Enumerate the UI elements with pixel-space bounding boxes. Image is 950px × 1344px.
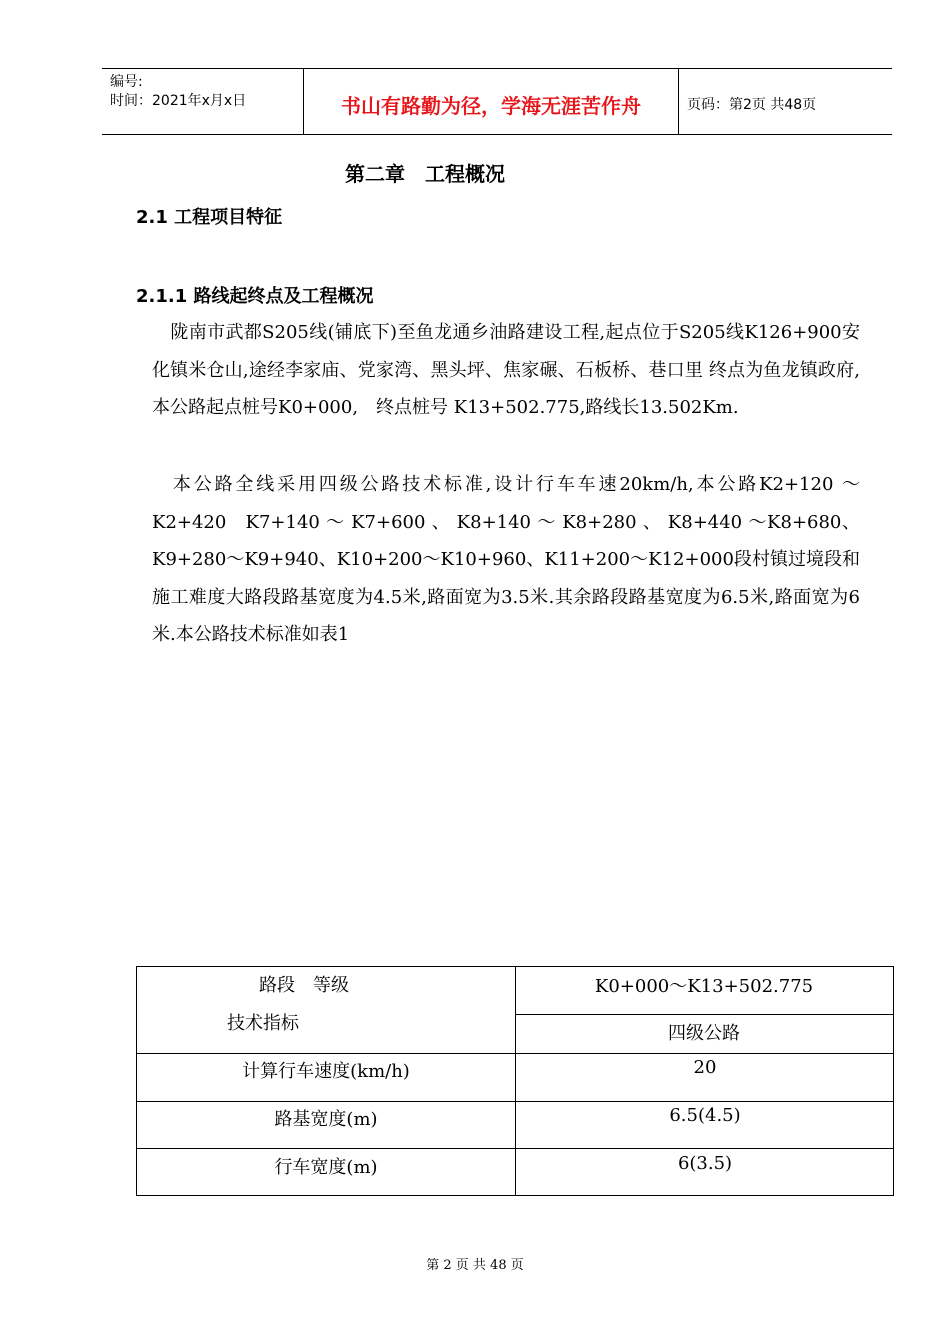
table-row-value: 6.5(4.5) [669, 1105, 741, 1126]
table-row-value: 6(3.5) [677, 1153, 733, 1174]
paragraph-2 [152, 466, 860, 654]
table-row-label: 路基宽度(m) [274, 1109, 378, 1130]
table-row-label: 行车宽度(m) [274, 1157, 378, 1178]
header-motto: 书山有路勤为径，学海无涯苦作舟 [304, 69, 679, 134]
page-footer: 第 2 页 共 48 页 [426, 1258, 524, 1273]
header-meta [102, 69, 304, 134]
time-label: 时间：2021年x月x日 [110, 93, 247, 109]
table-header-section: K0+000～K13+502.775 [594, 976, 814, 997]
table-row-value: 20 [693, 1057, 717, 1078]
table-header-top-left: 路段 等级 [259, 975, 349, 996]
table-header-bottom-left: 技术指标 [227, 1013, 299, 1034]
page-header [102, 68, 892, 135]
number-label: 编号: [110, 74, 143, 90]
subsection-heading: 2.1.1 路线起终点及工程概况 [136, 286, 374, 307]
chapter-title: 第二章 工程概况 [345, 162, 505, 186]
table-rule [137, 1101, 893, 1102]
header-page-info: 页码：第2页 共48页 [687, 96, 817, 113]
table-rule [137, 1053, 893, 1054]
table-rule [515, 1014, 893, 1015]
paragraph-1-text: 陇南市武都S205线(铺底下)至鱼龙通乡油路建设工程,起点位于S205线K126+900安化镇米仓山,途经李家庙、党家湾、黑头坪、焦家碾、石板桥、巷口里 终点为鱼龙镇政府, 本公路起点桩号K0+000, 终点桩号 K13+502.775,路线长13.502Km. [152, 322, 878, 418]
spec-table [136, 966, 894, 1196]
section-heading: 2.1 工程项目特征 [136, 207, 283, 228]
paragraph-1 [152, 314, 878, 427]
table-rule [137, 1148, 893, 1149]
table-header-grade: 四级公路 [668, 1023, 740, 1044]
table-row-label: 计算行车速度(km/h) [242, 1061, 410, 1082]
paragraph-2-text: 本公路全线采用四级公路技术标准,设计行车车速20km/h,本公路K2+120 ～ K2+420 K7+140 ～ K7+600 、 K8+140 ～ K8+280 、 K8+440 ～K8+680、K9+280～K9+940、K10+200～K10+960、K11+200～K12+000段村镇过境段和施工难度大路段路基宽度为4.5米,路面宽为3.5米.其余路段路基宽度为6.5米,路面宽为6米.本公路技术标准如表1 [152, 474, 860, 645]
